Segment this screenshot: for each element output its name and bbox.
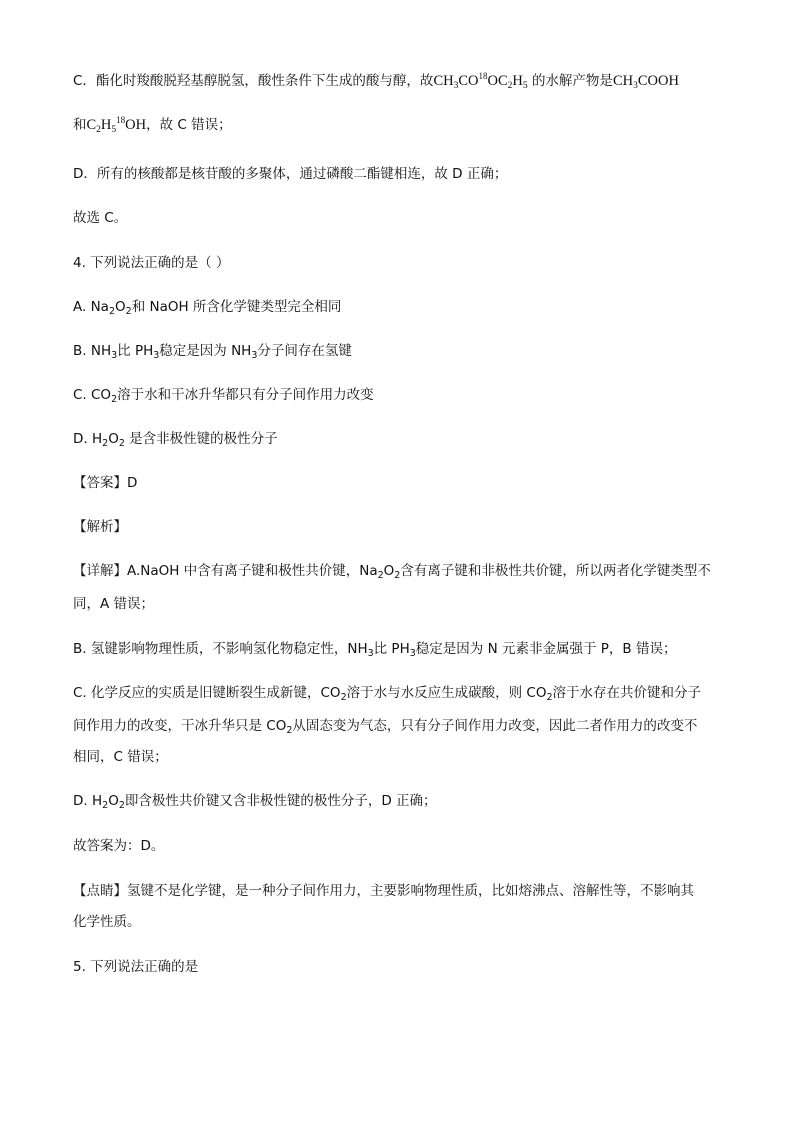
tip-line2: 化学性质。: [73, 914, 141, 930]
question-4-stem: 4. 下列说法正确的是（ ）: [73, 255, 230, 271]
question-5-stem: 5. 下列说法正确的是: [73, 959, 199, 975]
answer-value: D: [127, 475, 138, 491]
answer-select-line: 故选 C。: [73, 210, 128, 226]
option-d: D. $H_2O_2$ 是含非极性键的极性分子: [73, 431, 278, 449]
option-a: A. $Na_2O_2$和 NaOH 所含化学键类型完全相同: [73, 299, 342, 317]
answer-label: 【答案】: [73, 475, 127, 491]
detail-a-line1: 【详解】A.NaOH 中含有离子键和极性共价键，$Na_2O_2$含有离子键和非极性共价键，所以两者化学键类型不: [73, 563, 711, 581]
option-b: B. $NH_3$比 $PH_3$稳定是因为 $NH_3$分子间存在氢键: [73, 343, 352, 361]
detail-c-line3: 相同，C 错误；: [73, 749, 168, 765]
detail-a-line2: 同，A 错误；: [73, 596, 155, 612]
analysis-c-line1: C．酯化时羧酸脱羟基醇脱氢，酸性条件下生成的酸与醇，故$CH_3CO^{18}OC_2H_5$ 的水解产物是$CH_3COOH$: [73, 71, 679, 91]
detail-conclusion: 故答案为：D。: [73, 838, 165, 854]
detail-label: 【详解】: [73, 563, 127, 579]
tip-line1: 【点睛】氢键不是化学键，是一种分子间作用力，主要影响物理性质，比如熔沸点、溶解性等，不影响其: [73, 883, 694, 899]
detail-c-line2: 间作用力的改变，干冰升华只是 $CO_2$从固态变为气态，只有分子间作用力改变，因此二者作用力的改变不: [73, 718, 698, 736]
analysis-label: 【解析】: [73, 519, 127, 535]
detail-d-line: D. $H_2O_2$即含极性共价键又含非极性键的极性分子，D 正确；: [73, 793, 437, 811]
analysis-d-line: D．所有的核酸都是核苷酸的多聚体，通过磷酸二酯键相连，故 D 正确；: [73, 166, 508, 182]
tip-label: 【点睛】: [73, 883, 127, 899]
option-c: C. $CO_2$溶于水和干冰升华都只有分子间作用力改变: [73, 387, 374, 405]
answer-line: [73, 473, 137, 493]
detail-c-line1: C. 化学反应的实质是旧键断裂生成新键，$CO_2$溶于水与水反应生成碳酸，则 $CO_2$溶于水存在共价键和分子: [73, 685, 701, 703]
analysis-c-line2: 和$C_2H_5^{18}OH$，故 C 错误；: [73, 115, 232, 135]
detail-b-line: B. 氢键影响物理性质，不影响氢化物稳定性，$NH_3$比 $PH_3$稳定是因为 N 元素非金属强于 P，B 错误；: [73, 641, 677, 659]
